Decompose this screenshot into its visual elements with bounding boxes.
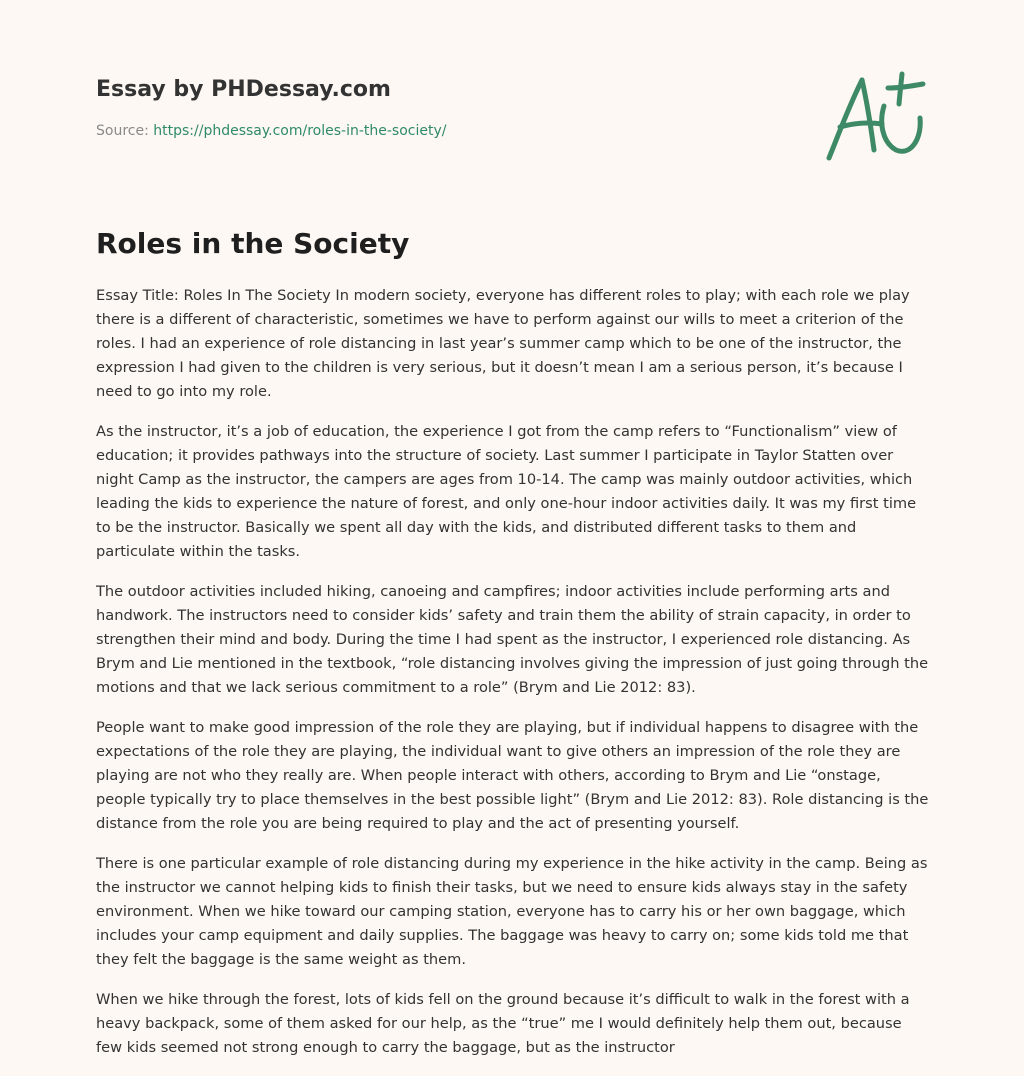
paragraph: The outdoor activities included hiking, canoeing and campfires; indoor activities include performing arts and handwork. The instructors need to consider kids’ safety and train them the ability of strain capacity, in order to strengthen their mind and body. During the time I had spent as the instructor, I experienced role distancing. As Brym and Lie mentioned in the textbook, “role distancing involves giving the impression of just going through the motions and that we lack serious commitment to a role” (Brym and Lie 2012: 83). (96, 583, 929, 696)
source-link[interactable]: https://phdessay.com/roles-in-the-society/ (153, 123, 447, 139)
paragraph: As the instructor, it’s a job of education, the experience I got from the camp refers to “Functionalism” view of education; it provides pathways into the structure of society. Last summer I participate in Taylor Statten over night Camp as the instructor, the campers are ages from 10-14. The camp was mainly outdoor activities, which leading the kids to experience the nature of forest, and only one-hour indoor activities daily. It was my first time to be the instructor. Basically we spent all day with the kids, and distributed different tasks to them and particulate within the tasks. (96, 423, 917, 560)
source-label: Source: (96, 123, 149, 139)
paragraph: People want to make good impression of the role they are playing, but if individual happens to disagree with the expectations of the role they are playing, the individual want to give others an impression of the role they are playing are not who they really are. When people interact with others, according to Brym and Lie “onstage, people typically try to place themselves in the best possible light” (Brym and Lie 2012: 83). Role distancing is the distance from the role you are being required to play and the act of presenting yourself. (96, 719, 929, 832)
essay-body (96, 284, 930, 1076)
page-header (96, 76, 696, 141)
a-plus-logo-svg (824, 70, 928, 166)
paragraph: Essay Title: Roles In The Society In modern society, everyone has different roles to play; with each role we play there is a different of characteristic, sometimes we have to perform against our wills to meet a criterion of the roles. I had an experience of role distancing in last year’s summer camp which to be one of the instructor, the expression I had given to the children is very serious, but it doesn’t mean I am a serious person, it’s because I need to go into my role. (96, 287, 910, 400)
essay-title: Roles in the Society (96, 227, 410, 260)
source-line (96, 121, 696, 141)
site-title: Essay by PHDessay.com (96, 77, 391, 102)
paragraph: There is one particular example of role distancing during my experience in the hike activity in the camp. Being as the instructor we cannot helping kids to finish their tasks, but we need to ensure kids always stay in the safety environment. When we hike toward our camping station, everyone has to carry his or her own baggage, which includes your camp equipment and daily supplies. The baggage was heavy to carry on; some kids told me that they felt the baggage is the same weight as them. (96, 855, 928, 968)
paragraph: When we hike through the forest, lots of kids fell on the ground because it’s difficult to walk in the forest with a heavy backpack, some of them asked for our help, as the “true” me I would definitely help them out, because few kids seemed not strong enough to carry the baggage, but as the instructor (96, 991, 910, 1056)
a-plus-grade-icon (824, 70, 928, 166)
